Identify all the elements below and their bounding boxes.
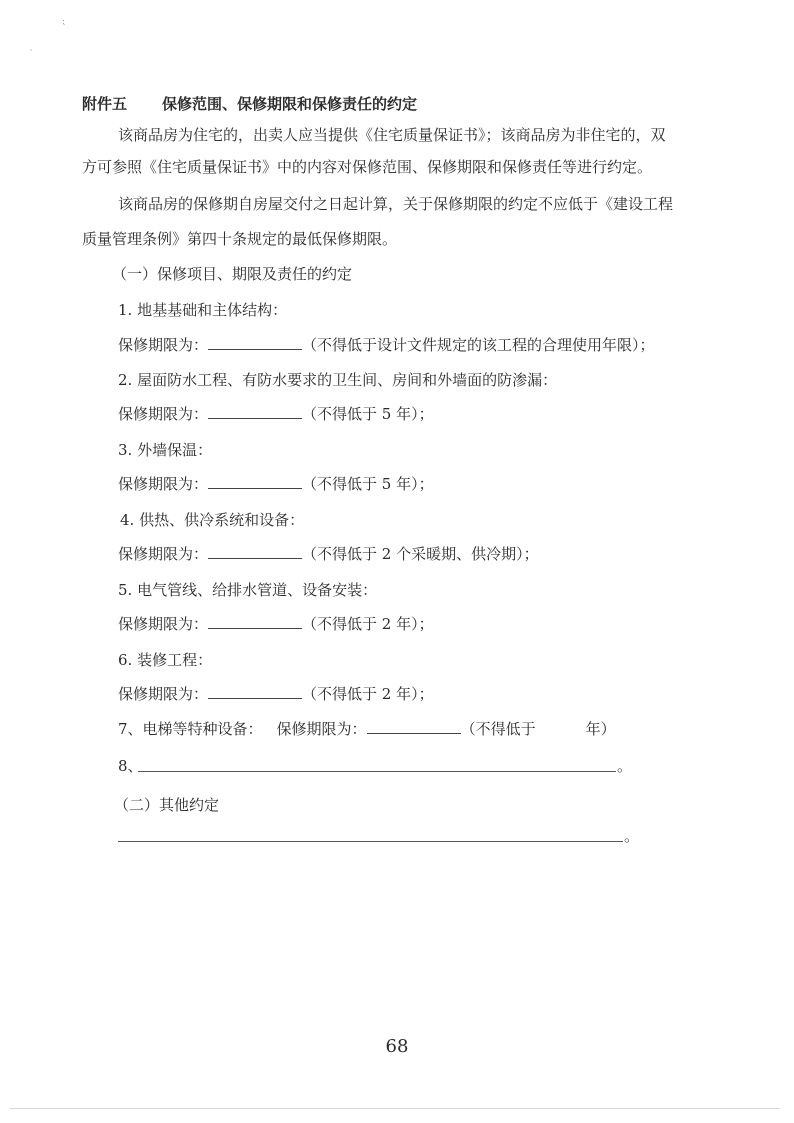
section-2-title: （二）其他约定 xyxy=(114,796,220,814)
item-7-name: 7、电梯等特种设备： xyxy=(118,720,263,738)
item-3-period-row xyxy=(118,474,434,494)
period-label: 保修期限为： xyxy=(118,685,209,703)
period-blank xyxy=(367,719,461,734)
appendix-title: 保修范围、保修期限和保修责任的约定 xyxy=(162,95,418,113)
period-blank xyxy=(208,335,302,350)
appendix-heading xyxy=(82,94,418,114)
item-6-period-row xyxy=(118,684,434,704)
period-label: 保修期限为： xyxy=(118,545,209,563)
item-3-note: （不得低于 5 年）； xyxy=(302,475,434,493)
period-label: 保修期限为： xyxy=(276,720,367,738)
scan-speck: ‵ xyxy=(30,49,33,59)
scan-speck: ⁏ xyxy=(62,17,66,27)
footer-rule xyxy=(10,1108,780,1109)
item-1-name: 1. 地基基础和主体结构： xyxy=(118,301,288,319)
item-8-blank-line xyxy=(138,771,616,772)
period-blank xyxy=(208,544,302,559)
item-6-name: 6. 装修工程： xyxy=(118,651,213,669)
period-blank xyxy=(208,614,302,629)
period-blank xyxy=(208,404,302,419)
intro-paragraph-2-line-1: 该商品房的保修期自房屋交付之日起计算，关于保修期限的约定不应低于《建设工程 xyxy=(118,195,674,213)
item-5-name: 5. 电气管线、给排水管道、设备安装： xyxy=(118,581,378,599)
period-label: 保修期限为： xyxy=(118,615,209,633)
item-8-label: 8、 xyxy=(118,757,143,775)
item-6-note: （不得低于 2 年）； xyxy=(302,685,434,703)
item-1-note: （不得低于设计文件规定的该工程的合理使用年限）； xyxy=(302,336,655,354)
item-1-period-row xyxy=(118,335,655,355)
item-4-note: （不得低于 2 个采暖期、供冷期）； xyxy=(302,545,539,563)
section-1-title: （一）保修项目、期限及责任的约定 xyxy=(112,265,353,283)
item-5-period-row xyxy=(118,614,434,634)
item-4-name: 4. 供热、供冷系统和设备： xyxy=(120,511,305,529)
intro-paragraph-2-line-2: 质量管理条例》第四十条规定的最低保修期限。 xyxy=(82,230,398,248)
item-5-note: （不得低于 2 年）； xyxy=(302,615,434,633)
item-7-note-close: 年） xyxy=(585,720,616,738)
period-blank xyxy=(208,684,302,699)
page-number: 68 xyxy=(385,1036,409,1057)
period-blank xyxy=(208,474,302,489)
period-label: 保修期限为： xyxy=(118,336,209,354)
item-2-note: （不得低于 5 年）； xyxy=(302,405,434,423)
item-7-note-open: （不得低于 xyxy=(460,720,536,738)
period-label: 保修期限为： xyxy=(118,475,209,493)
item-2-period-row xyxy=(118,404,434,424)
item-2-name: 2. 屋面防水工程、有防水要求的卫生间、房间和外墙面的防渗漏： xyxy=(118,371,558,389)
item-4-period-row xyxy=(118,544,539,564)
intro-paragraph-1-line-1: 该商品房为住宅的，出卖人应当提供《住宅质量保证书》；该商品房为非住宅的，双 xyxy=(118,126,666,144)
section-2-blank-line xyxy=(118,841,623,842)
appendix-label: 附件五 xyxy=(82,95,128,113)
intro-paragraph-1-line-2: 方可参照《住宅质量保证书》中的内容对保修范围、保修期限和保修责任等进行约定。 xyxy=(82,158,653,176)
item-7-row xyxy=(118,719,616,739)
section-2-end-mark: 。 xyxy=(624,827,640,845)
item-3-name: 3. 外墙保温： xyxy=(118,441,213,459)
period-label: 保修期限为： xyxy=(118,405,209,423)
item-8-end-mark: 。 xyxy=(617,757,633,775)
